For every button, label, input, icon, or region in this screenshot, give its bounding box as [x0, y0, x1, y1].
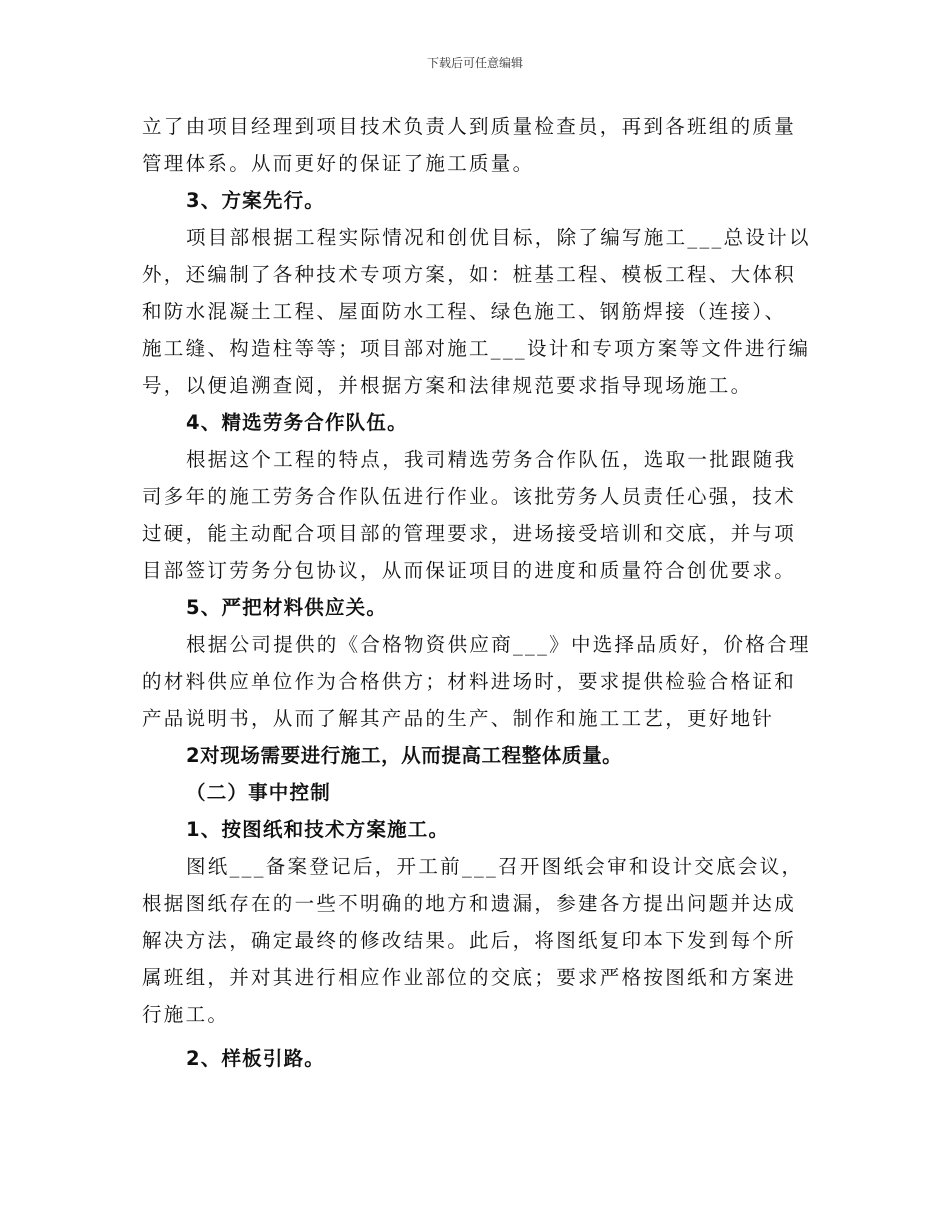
- paragraph-line: 根据这个工程的特点，我司精选劳务合作队伍，选取一批跟随我: [186, 448, 797, 471]
- paragraph-line: 产品说明书，从而了解其产品的生产、制作和施工工艺，更好地针: [142, 707, 775, 730]
- paragraph-line: 目部签订劳务分包协议，从而保证项目的进度和质量符合创优要求。: [142, 559, 797, 582]
- document-body: [142, 108, 810, 1077]
- paragraph-line: 外，还编制了各种技术专项方案，如：桩基工程、模板工程、大体积: [142, 263, 797, 286]
- paragraph-line: 根据图纸存在的一些不明确的地方和遗漏，参建各方提出问题并达成: [142, 892, 797, 915]
- section-heading: 5、严把材料供应关。: [186, 596, 388, 619]
- section-heading: （二）事中控制: [186, 781, 331, 804]
- paragraph-line: 属班组，并对其进行相应作业部位的交底；要求严格按图纸和方案进: [142, 966, 797, 989]
- paragraph-line: 项目部根据工程实际情况和创优目标，除了编写施工___总设计以: [186, 226, 811, 249]
- paragraph-line: 施工缝、构造柱等等；项目部对施工___设计和专项方案等文件进行编: [142, 337, 811, 360]
- page-header: 下载后可任意编辑: [426, 56, 523, 70]
- section-heading: 4、精选劳务合作队伍。: [186, 411, 408, 434]
- paragraph-line: 过硬，能主动配合项目部的管理要求，进场接受培训和交底，并与项: [142, 522, 797, 545]
- paragraph-line: 行施工。: [142, 1003, 230, 1026]
- paragraph-line: 根据公司提供的《合格物资供应商___》中选择品质好，价格合理: [186, 633, 811, 656]
- section-heading: 2、样板引路。: [186, 1047, 325, 1070]
- paragraph-line: 号，以便追溯查阅，并根据方案和法律规范要求指导现场施工。: [142, 374, 753, 397]
- paragraph-line: 的材料供应单位作为合格供方；材料进场时，要求提供检验合格证和: [142, 670, 797, 693]
- paragraph-line: 图纸___备案登记后，开工前___召开图纸会审和设计交底会议，: [186, 855, 804, 878]
- paragraph-line: 和防水混凝土工程、屋面防水工程、绿色施工、钢筋焊接（连接）、: [142, 300, 787, 323]
- section-heading: 1、按图纸和技术方案施工。: [186, 818, 450, 841]
- paragraph-line: 解决方法，确定最终的修改结果。此后，将图纸复印本下发到每个所: [142, 929, 797, 952]
- paragraph-line-bold: 2对现场需要进行施工，从而提高工程整体质量。: [186, 744, 623, 767]
- section-heading: 3、方案先行。: [186, 189, 325, 212]
- paragraph-line: 司多年的施工劳务合作队伍进行作业。该批劳务人员责任心强，技术: [142, 485, 797, 508]
- paragraph-line: 立了由项目经理到项目技术负责人到质量检查员，再到各班组的质量: [142, 115, 797, 138]
- paragraph-line: 管理体系。从而更好的保证了施工质量。: [142, 152, 535, 175]
